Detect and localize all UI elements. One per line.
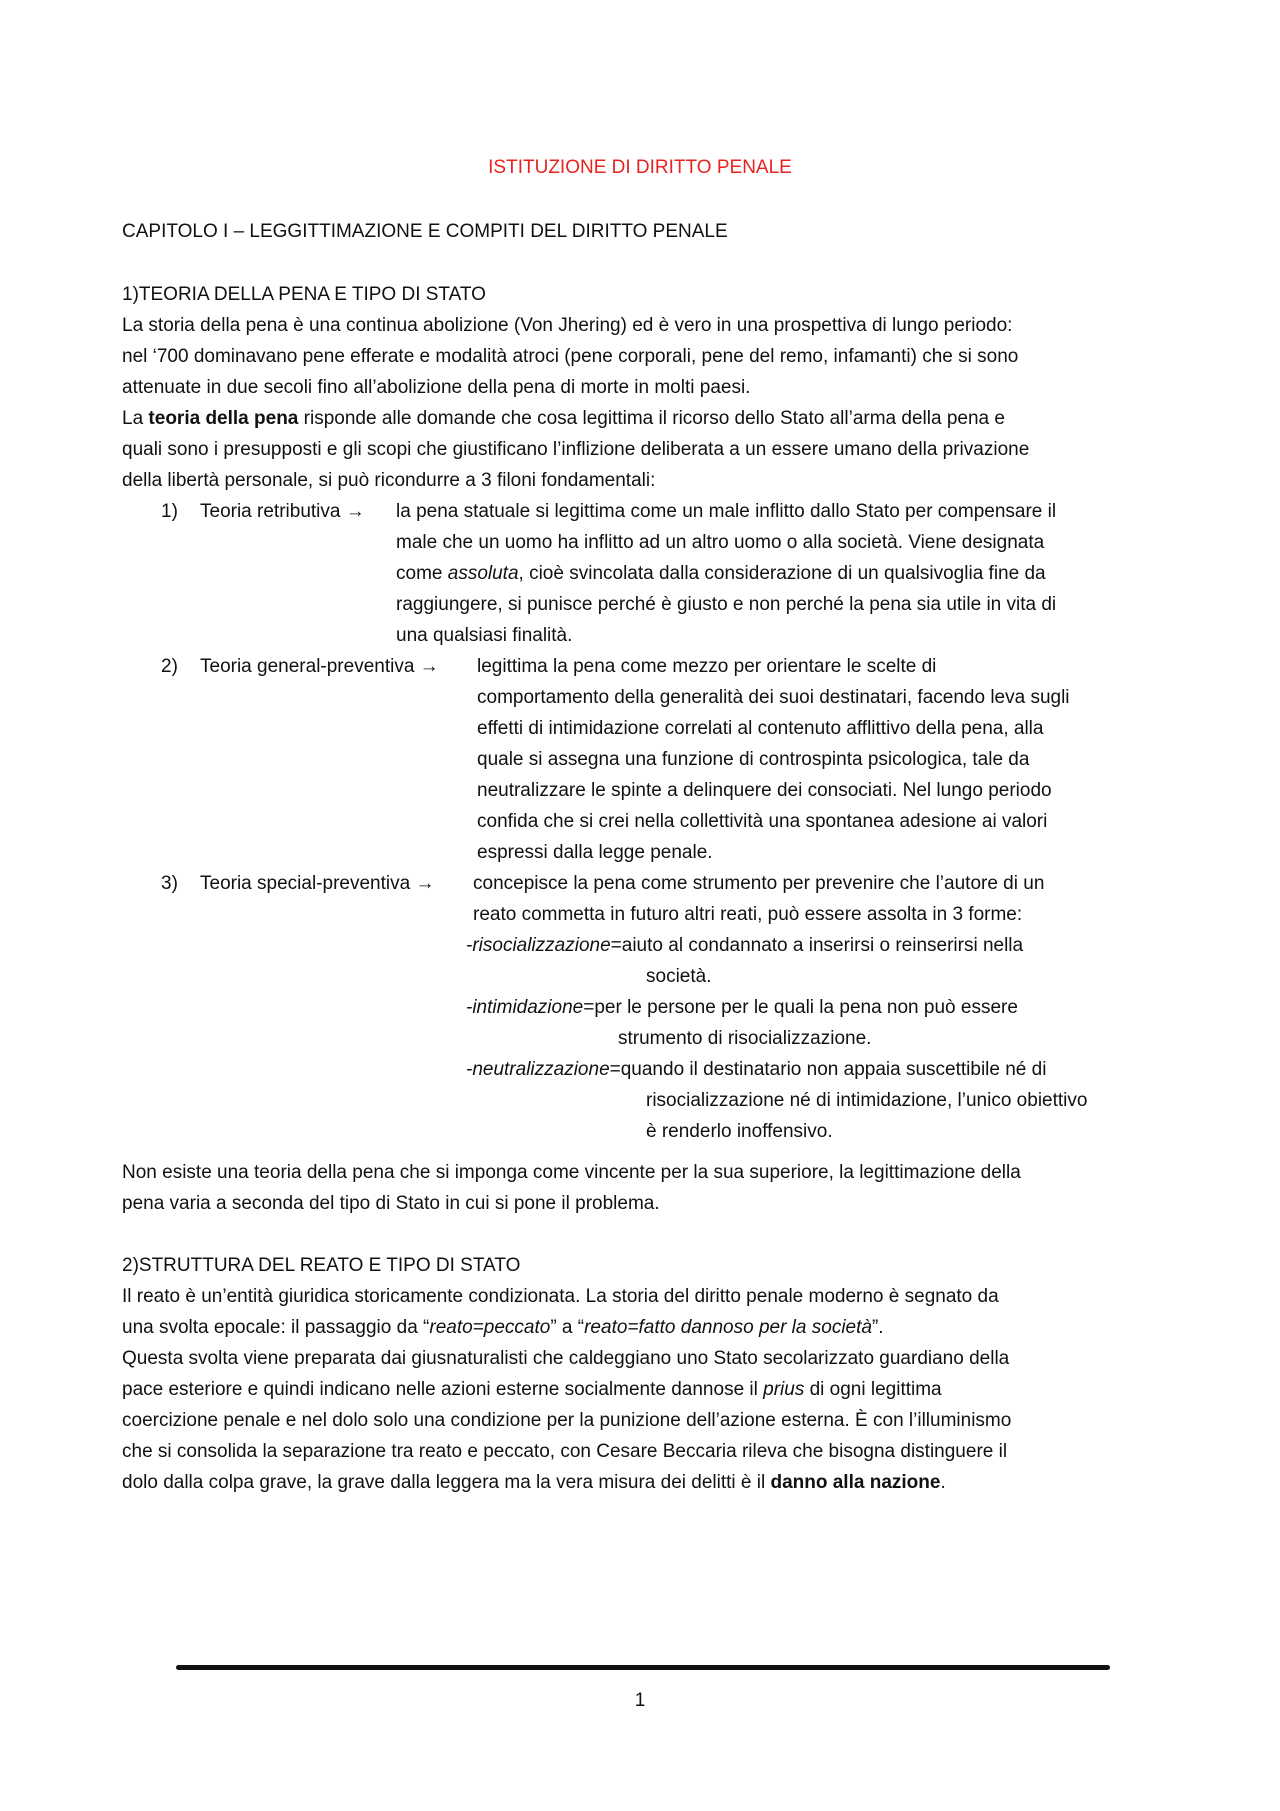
chapter-heading: CAPITOLO I – LEGGITTIMAZIONE E COMPITI DEL DIRITTO PENALE bbox=[122, 221, 728, 242]
document-title: ISTITUZIONE DI DIRITTO PENALE bbox=[488, 157, 792, 178]
paragraph-line: della libertà personale, si può ricondurre a 3 filoni fondamentali: bbox=[122, 470, 656, 491]
list-item-line: comportamento della generalità dei suoi destinatari, facendo leva sugli bbox=[477, 687, 1070, 708]
text-run: =quando il destinatario non appaia suscettibile né di bbox=[609, 1059, 1047, 1080]
list-item-label: Teoria retributiva → bbox=[200, 501, 365, 522]
list-item-line bbox=[396, 558, 1046, 589]
list-item-line: confida che si crei nella collettività una spontanea adesione ai valori bbox=[477, 811, 1048, 832]
text-run: =aiuto al condannato a inserirsi o reinserirsi nella bbox=[610, 935, 1024, 956]
bold-term: teoria della pena bbox=[148, 408, 299, 429]
form-definition-line: è renderlo inoffensivo. bbox=[646, 1121, 833, 1142]
list-item-line: legittima la pena come mezzo per orientare le scelte di bbox=[477, 656, 937, 677]
paragraph-line: Questa svolta viene preparata dai giusnaturalisti che caldeggiano uno Stato secolarizzato guardiano della bbox=[122, 1348, 1010, 1369]
paragraph-line bbox=[122, 1374, 942, 1405]
paragraph-line: pena varia a seconda del tipo di Stato in cui si pone il problema. bbox=[122, 1193, 660, 1214]
list-item-line: raggiungere, si punisce perché è giusto e non perché la pena sia utile in vita di bbox=[396, 594, 1057, 615]
form-term bbox=[466, 930, 1023, 961]
list-number: 2) bbox=[161, 656, 178, 677]
list-item-label: Teoria special-preventiva → bbox=[200, 873, 435, 894]
italic-term: -risocializzazione bbox=[466, 935, 611, 956]
bold-term: danno alla nazione bbox=[770, 1472, 941, 1493]
text-run: La bbox=[122, 408, 149, 429]
list-number: 3) bbox=[161, 873, 178, 894]
list-item-line: la pena statuale si legittima come un male inflitto dallo Stato per compensare il bbox=[396, 501, 1057, 522]
text-run: di ogni legittima bbox=[804, 1379, 942, 1400]
paragraph-line: Non esiste una teoria della pena che si imponga come vincente per la sua superiore, la legittimazione della bbox=[122, 1162, 1021, 1183]
list-item-line: reato commetta in futuro altri reati, può essere assolta in 3 forme: bbox=[473, 904, 1023, 925]
italic-term: reato=peccato bbox=[429, 1317, 551, 1338]
list-item-label: Teoria general-preventiva → bbox=[200, 656, 439, 677]
text-run: dolo dalla colpa grave, la grave dalla leggera ma la vera misura dei delitti è il bbox=[122, 1472, 771, 1493]
form-definition-line: società. bbox=[646, 966, 712, 987]
text-run: ”. bbox=[871, 1317, 884, 1338]
paragraph-line bbox=[122, 1312, 884, 1343]
text-run: come bbox=[396, 563, 448, 584]
paragraph-line: La storia della pena è una continua abolizione (Von Jhering) ed è vero in una prospettiva di lungo periodo: bbox=[122, 315, 1013, 336]
list-item-line: una qualsiasi finalità. bbox=[396, 625, 573, 646]
paragraph-line bbox=[122, 1467, 946, 1498]
form-term bbox=[466, 1054, 1046, 1085]
section-heading-1: 1)TEORIA DELLA PENA E TIPO DI STATO bbox=[122, 284, 486, 305]
italic-term: prius bbox=[763, 1379, 805, 1400]
italic-term: -intimidazione bbox=[466, 997, 584, 1018]
italic-term: assoluta bbox=[447, 563, 519, 584]
text-run: ” a “ bbox=[550, 1317, 585, 1338]
paragraph-line: Il reato è un’entità giuridica storicamente condizionata. La storia del diritto penale moderno è segnato da bbox=[122, 1286, 999, 1307]
form-definition-line: risocializzazione né di intimidazione, l’unico obiettivo bbox=[646, 1090, 1088, 1111]
text-run: . bbox=[940, 1472, 946, 1493]
italic-term: reato=fatto dannoso per la società bbox=[584, 1317, 872, 1338]
text-run: =per le persone per le quali la pena non può essere bbox=[583, 997, 1018, 1018]
paragraph-line: attenuate in due secoli fino all’abolizione della pena di morte in molti paesi. bbox=[122, 377, 751, 398]
form-definition-line: strumento di risocializzazione. bbox=[618, 1028, 872, 1049]
page-number: 1 bbox=[634, 1690, 646, 1711]
text-run: pace esteriore e quindi indicano nelle azioni esterne socialmente dannose il bbox=[122, 1379, 764, 1400]
text-run: risponde alle domande che cosa legittima il ricorso dello Stato all’arma della pena e bbox=[298, 408, 1005, 429]
list-item-line: effetti di intimidazione correlati al contenuto afflittivo della pena, alla bbox=[477, 718, 1044, 739]
paragraph-line bbox=[122, 403, 1005, 434]
paragraph-line: che si consolida la separazione tra reato e peccato, con Cesare Beccaria rileva che bisogna distinguere il bbox=[122, 1441, 1008, 1462]
section-heading-2: 2)STRUTTURA DEL REATO E TIPO DI STATO bbox=[122, 1255, 521, 1276]
text-run: una svolta epocale: il passaggio da “ bbox=[122, 1317, 430, 1338]
footer-rule bbox=[176, 1665, 1110, 1670]
list-item-line: neutralizzare le spinte a delinquere dei consociati. Nel lungo periodo bbox=[477, 780, 1052, 801]
paragraph-line: quali sono i presupposti e gli scopi che giustificano l’inflizione deliberata a un essere umano della privazione bbox=[122, 439, 1030, 460]
paragraph-line: coercizione penale e nel dolo solo una condizione per la punizione dell’azione esterna. È con l’illuminismo bbox=[122, 1410, 1012, 1431]
list-number: 1) bbox=[161, 501, 178, 522]
form-term bbox=[466, 992, 1018, 1023]
list-item-line: quale si assegna una funzione di controspinta psicologica, tale da bbox=[477, 749, 1030, 770]
paragraph-line: nel ‘700 dominavano pene efferate e modalità atroci (pene corporali, pene del remo, infamanti) che si sono bbox=[122, 346, 1019, 367]
text-run: , cioè svincolata dalla considerazione di un qualsivoglia fine da bbox=[518, 563, 1046, 584]
italic-term: -neutralizzazione bbox=[466, 1059, 610, 1080]
list-item-line: espressi dalla legge penale. bbox=[477, 842, 713, 863]
list-item-line: concepisce la pena come strumento per prevenire che l’autore di un bbox=[473, 873, 1045, 894]
list-item-line: male che un uomo ha inflitto ad un altro uomo o alla società. Viene designata bbox=[396, 532, 1045, 553]
